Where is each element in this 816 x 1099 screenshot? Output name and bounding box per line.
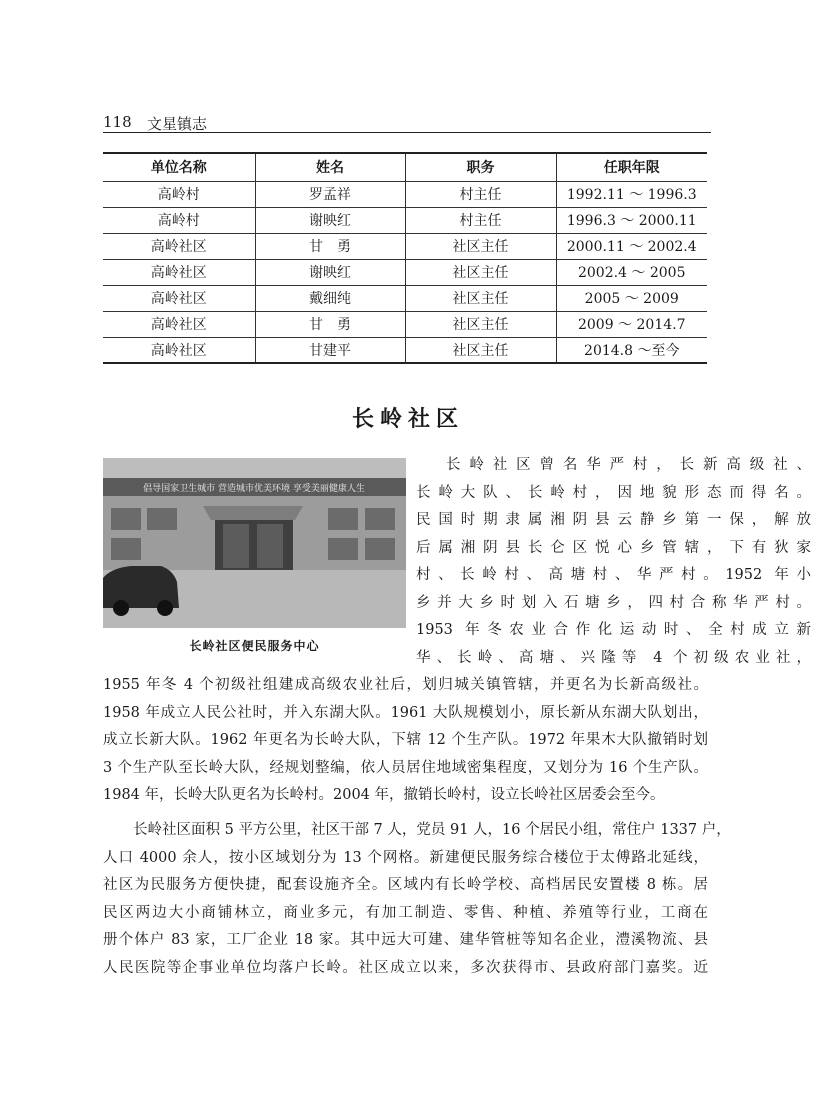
table-cell: 2000.11 ～ 2002.4 (556, 233, 707, 259)
table-cell: 甘建平 (255, 337, 405, 363)
text-line: 长岭社区曾名华严村，长新高级社、 (446, 457, 811, 473)
table-cell: 戴细纯 (255, 285, 405, 311)
text-line: 长岭大队、长岭村，因地貌形态而得名。 (416, 484, 811, 501)
table-cell: 社区主任 (405, 311, 556, 337)
table-header-row (103, 153, 707, 181)
column-header: 单位名称 (150, 160, 207, 177)
text-line: 村、长岭村、高塘村、华严村。1952 年小 (416, 567, 811, 583)
section-title: 长岭社区 (351, 407, 464, 432)
photo-caption: 长岭社区便民服务中心 (189, 639, 320, 653)
service-center-photo (103, 458, 406, 628)
table-row (103, 259, 707, 285)
text-line: 华、长岭、高塘、兴隆等 4 个初级农业社， (416, 649, 811, 666)
text-line: 成立长新大队。1962 年更名为长岭大队，下辖 12 个生产队。1972 年果木大队撤销时划 (103, 732, 708, 748)
table-cell: 社区主任 (405, 285, 556, 311)
table-cell: 2005 ～ 2009 (556, 285, 707, 311)
table-cell: 高岭村 (157, 213, 200, 229)
table-cell: 村主任 (405, 207, 556, 233)
table-row (103, 337, 707, 363)
table-cell: 罗孟祥 (255, 181, 405, 207)
table-cell: 高岭社区 (150, 291, 207, 307)
text-line: 民国时期隶属湘阴县云静乡第一保，解放 (416, 512, 811, 528)
text-line: 社区为民服务方便快捷，配套设施齐全。区域内有长岭学校、高档居民安置楼 8 栋。居 (103, 877, 708, 893)
column-header: 职务 (405, 153, 556, 181)
table-cell: 1992.11 ～ 1996.3 (556, 181, 707, 207)
text-line: 人口 4000 余人，按小区域划分为 13 个网格。新建便民服务综合楼位于太傅路北延线， (103, 849, 708, 866)
leaders-table (103, 152, 707, 364)
text-line: 人民医院等企事业单位均落户长岭。社区成立以来，多次获得市、县政府部门嘉奖。近 (103, 959, 708, 976)
building-banner-text: 倡导国家卫生城市 营造城市优美环境 享受美丽健康人生 (143, 484, 365, 494)
table-cell: 2002.4 ～ 2005 (556, 259, 707, 285)
table-cell: 甘 勇 (255, 311, 405, 337)
text-line: 民区两边大小商铺林立，商业多元，有加工制造、零售、种植、养殖等行业，工商在 (103, 904, 708, 921)
text-line: 册个体户 83 家，工厂企业 18 家。其中远大可建、建华管桩等知名企业，澧溪物流、县 (103, 932, 708, 948)
table-cell: 谢映红 (255, 259, 405, 285)
table-cell: 2009 ～ 2014.7 (556, 311, 707, 337)
text-line: 1984 年，长岭大队更名为长岭村。2004 年，撤销长岭村，设立长岭社区居委会至今。 (103, 787, 665, 803)
table-cell: 2014.8 ～至今 (556, 337, 707, 363)
text-line: 后属湘阴县长仑区悦心乡管辖，下有狄家 (416, 539, 811, 556)
table-cell: 1996.3 ～ 2000.11 (556, 207, 707, 233)
text-line: 1958 年成立人民公社时，并入东湖大队。1961 大队规模划小，原长新从东湖大队划出， (103, 704, 708, 721)
table-cell: 社区主任 (405, 233, 556, 259)
text-line: 3 个生产队至长岭大队，经规划整编，依人员居住地域密集程度，又划分为 16 个生产队。 (103, 759, 708, 776)
table-cell: 谢映红 (255, 207, 405, 233)
text-line: 1953 年冬农业合作化运动时、全村成立新 (416, 622, 811, 638)
text-line: 长岭社区面积 5 平方公里，社区干部 7 人，党员 91 人，16 个居民小组，常住户 1337 户， (133, 822, 731, 838)
table-row (103, 311, 707, 337)
table-cell: 高岭社区 (150, 239, 207, 255)
text-line: 1955 年冬 4 个初级社组建成高级农业社后，划归城关镇管辖，并更名为长新高级社。 (103, 677, 708, 693)
table-row (103, 181, 707, 207)
table-cell: 甘 勇 (255, 233, 405, 259)
column-header: 姓名 (255, 153, 405, 181)
table-cell: 高岭社区 (150, 342, 207, 359)
table-cell: 社区主任 (405, 337, 556, 363)
table-cell: 社区主任 (405, 259, 556, 285)
page-number: 118 (103, 113, 132, 131)
table-row (103, 233, 707, 259)
page-header (103, 113, 711, 133)
table-cell: 村主任 (405, 181, 556, 207)
table-cell: 高岭社区 (150, 265, 207, 281)
book-title: 文星镇志 (147, 115, 208, 133)
table-row (103, 285, 707, 311)
table-cell: 高岭村 (157, 187, 200, 203)
table-row (103, 207, 707, 233)
text-line: 乡并大乡时划入石塘乡，四村合称华严村。 (416, 594, 811, 611)
column-header: 任职年限 (556, 153, 707, 181)
table-cell: 高岭社区 (150, 317, 207, 333)
